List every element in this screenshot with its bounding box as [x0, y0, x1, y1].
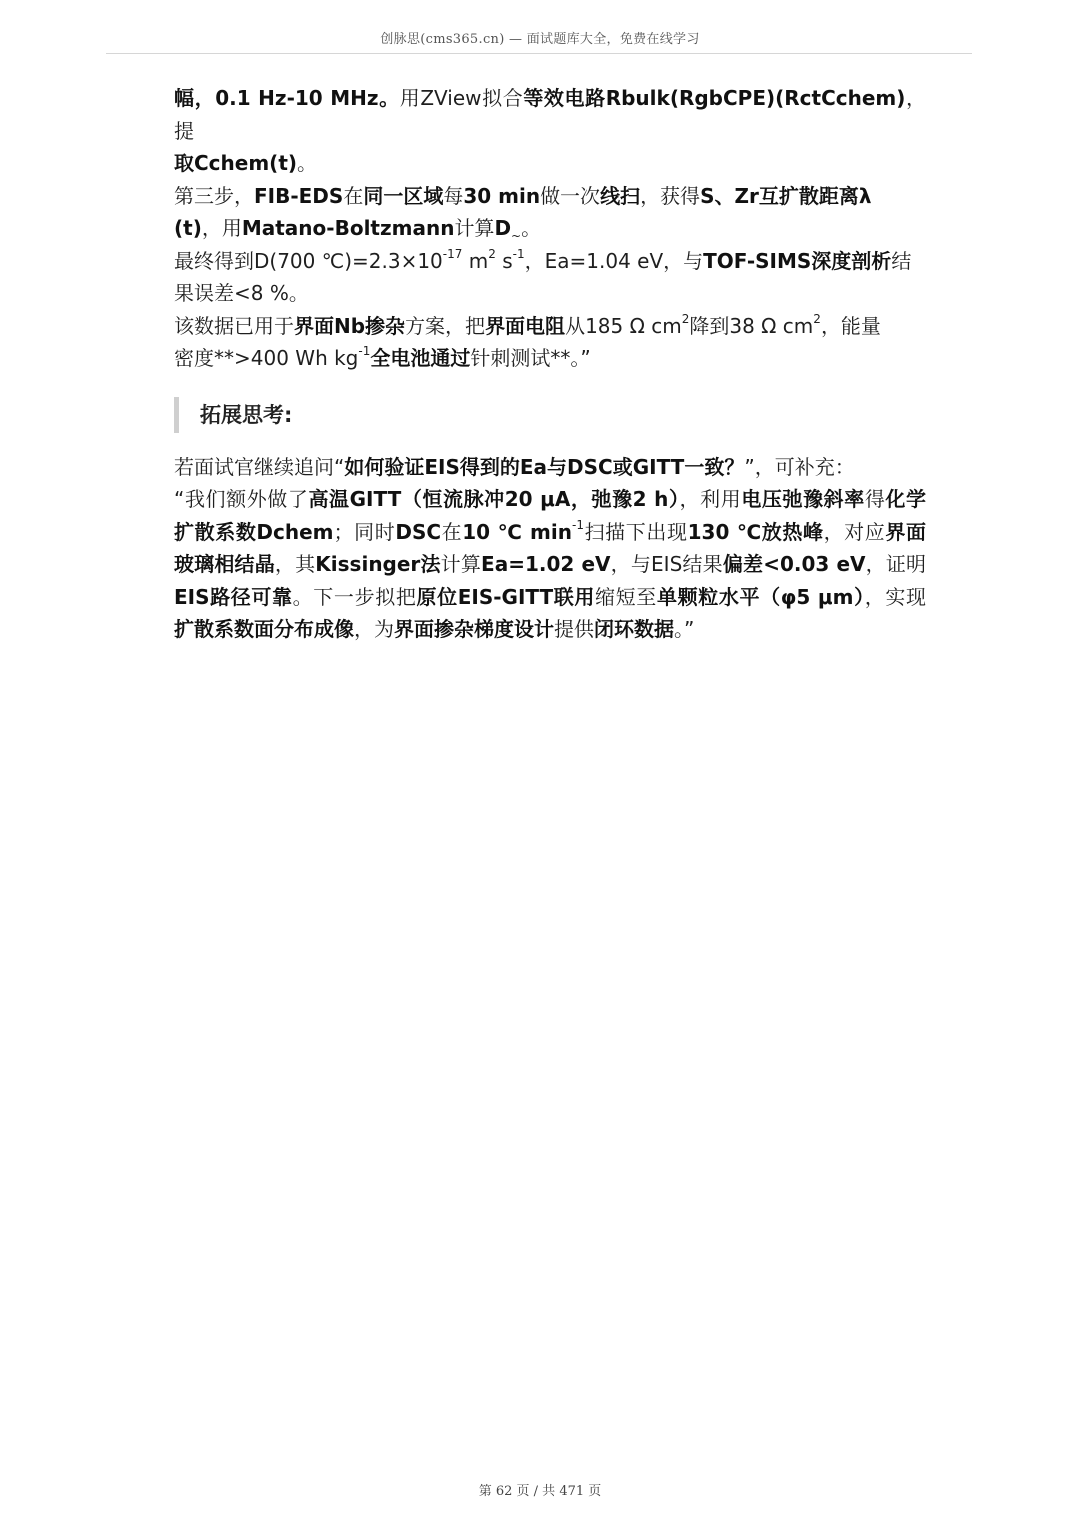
- text-bold: 全电池通过: [370, 346, 471, 370]
- text: ，: [524, 248, 545, 273]
- document-body: [174, 82, 926, 646]
- text: ，提: [174, 86, 927, 143]
- text-bold: 线扫: [600, 183, 641, 208]
- text: ，能量: [820, 313, 881, 338]
- superscript: -1: [572, 517, 584, 532]
- text-bold: 高温GITT（恒流脉冲20 μA，弛豫2 h）: [308, 487, 680, 511]
- text: 得: [864, 487, 886, 511]
- section-title: 拓展思考:: [200, 402, 293, 427]
- text: 第三步，: [174, 183, 254, 208]
- text: s: [495, 248, 513, 273]
- text-bold: 界面掺杂梯度设计: [394, 617, 554, 641]
- paragraph-nb-doping: [174, 310, 926, 375]
- text: ，对应: [823, 519, 886, 544]
- text-bold: EIS路径可靠: [174, 584, 293, 609]
- text-bold: TOF-SIMS深度剖析: [703, 248, 892, 273]
- page-header: 创脉思(cms365.cn) — 面试题库大全，免费在线学习: [380, 32, 700, 47]
- paragraph-diffusion-result: [174, 245, 926, 310]
- text: 。下一步拟把: [292, 584, 417, 609]
- text: 降到: [689, 313, 730, 338]
- text: 该数据已用于: [174, 313, 294, 338]
- text: ，与EIS结果: [610, 552, 723, 576]
- text: ，获得: [640, 183, 701, 208]
- text-bold: 等效电路Rbulk(RgbCPE)(RctCchem): [523, 86, 906, 110]
- text: m: [462, 248, 489, 273]
- text-bold: DSC: [395, 519, 442, 544]
- text: “我们额外做了: [174, 487, 309, 511]
- text-bold: 130 ℃放热峰: [687, 519, 824, 544]
- text-bold: Ea=1.02 eV: [481, 552, 611, 576]
- text-bold: 界面Nb掺杂: [294, 313, 406, 338]
- text-bold: 30 min: [463, 183, 541, 208]
- text: 计算: [454, 216, 495, 240]
- text-bold: 界面电阻: [485, 313, 566, 338]
- text-bold: 如何验证EIS得到的Ea与DSC或GITT一致？: [344, 454, 745, 479]
- superscript: 2: [488, 246, 496, 261]
- text: 。”: [674, 617, 695, 641]
- text-bold: 原位EIS-GITT联用: [416, 584, 596, 609]
- text: ”，可补充：: [744, 454, 855, 479]
- header-divider: [106, 53, 972, 54]
- paragraph-step-three: [174, 180, 926, 245]
- text: 果误差<8 %。: [174, 281, 309, 305]
- text-bold: D: [494, 216, 512, 240]
- text: 38 Ω cm: [729, 313, 814, 338]
- text: 若面试官继续追问“: [174, 454, 345, 479]
- text: 密度**>400 Wh kg: [174, 346, 359, 370]
- text: 针刺测试**。”: [470, 346, 591, 370]
- text: ，为: [354, 617, 394, 641]
- text-bold: 界面玻璃相结晶: [174, 519, 927, 576]
- text-bold: Matano-Boltzmann: [241, 216, 455, 240]
- section-accent-bar: [174, 397, 179, 433]
- text: 最终得到: [174, 248, 254, 273]
- text-bold: 电压弛豫斜率: [741, 487, 865, 511]
- text-bold: 幅，0.1 Hz-10 MHz。: [174, 86, 400, 110]
- text: ；同时: [333, 519, 396, 544]
- text: ，其: [274, 552, 316, 576]
- text: 计算: [440, 552, 482, 576]
- text: ，与: [663, 248, 704, 273]
- text: 做一次: [540, 183, 601, 208]
- text: 用ZView: [399, 86, 482, 110]
- text: 提供: [554, 617, 594, 641]
- superscript: 2: [681, 311, 690, 326]
- text: Ea=1.04 eV: [544, 248, 664, 273]
- text-bold: 取Cchem(t): [174, 151, 298, 175]
- superscript: -17: [442, 246, 463, 261]
- text-bold: 10 ℃ min: [462, 519, 572, 544]
- superscript: -1: [512, 246, 525, 261]
- text: 在: [343, 183, 364, 208]
- text-bold: S、Zr互扩散距离λ: [700, 183, 872, 208]
- text: ，利用: [679, 487, 742, 511]
- paragraph-eis-fitting: [174, 82, 926, 180]
- text: 185 Ω cm: [585, 313, 682, 338]
- text-bold: 同一区域: [363, 183, 444, 208]
- page-number: 第 62 页 / 共 471 页: [478, 1484, 602, 1499]
- text-bold: 化学扩散系数Dchem: [174, 487, 927, 544]
- paragraph-followup-question: [174, 451, 926, 484]
- text: 。: [521, 216, 542, 240]
- text-bold: 单颗粒水平（φ5 μm）: [656, 584, 865, 609]
- superscript: -1: [358, 344, 371, 359]
- text: 结: [891, 248, 912, 273]
- text-bold: FIB-EDS: [254, 183, 344, 208]
- text: ，证明: [865, 552, 927, 576]
- text: ，用: [201, 216, 242, 240]
- text: 每: [443, 183, 464, 208]
- text-bold: 扩散系数面分布成像: [174, 617, 354, 641]
- text: D(700 ℃)=2.3×10: [254, 248, 443, 273]
- text: ，实现: [864, 584, 926, 609]
- text: 从: [565, 313, 586, 338]
- text: 在: [441, 519, 463, 544]
- subscript: ~: [511, 229, 522, 243]
- text: 缩短至: [595, 584, 657, 609]
- text-bold: 偏差<0.03 eV: [722, 552, 866, 576]
- text-bold: Kissinger法: [315, 552, 441, 576]
- text-bold: 闭环数据: [594, 617, 674, 641]
- paragraph-followup-answer: [174, 483, 926, 646]
- text: 。: [297, 151, 318, 175]
- text: 拟合: [481, 86, 524, 110]
- text: 方案，把: [405, 313, 486, 338]
- text: 扫描下出现: [583, 519, 688, 544]
- superscript: 2: [813, 311, 821, 326]
- section-heading: [174, 397, 926, 433]
- text-bold: (t): [174, 216, 202, 240]
